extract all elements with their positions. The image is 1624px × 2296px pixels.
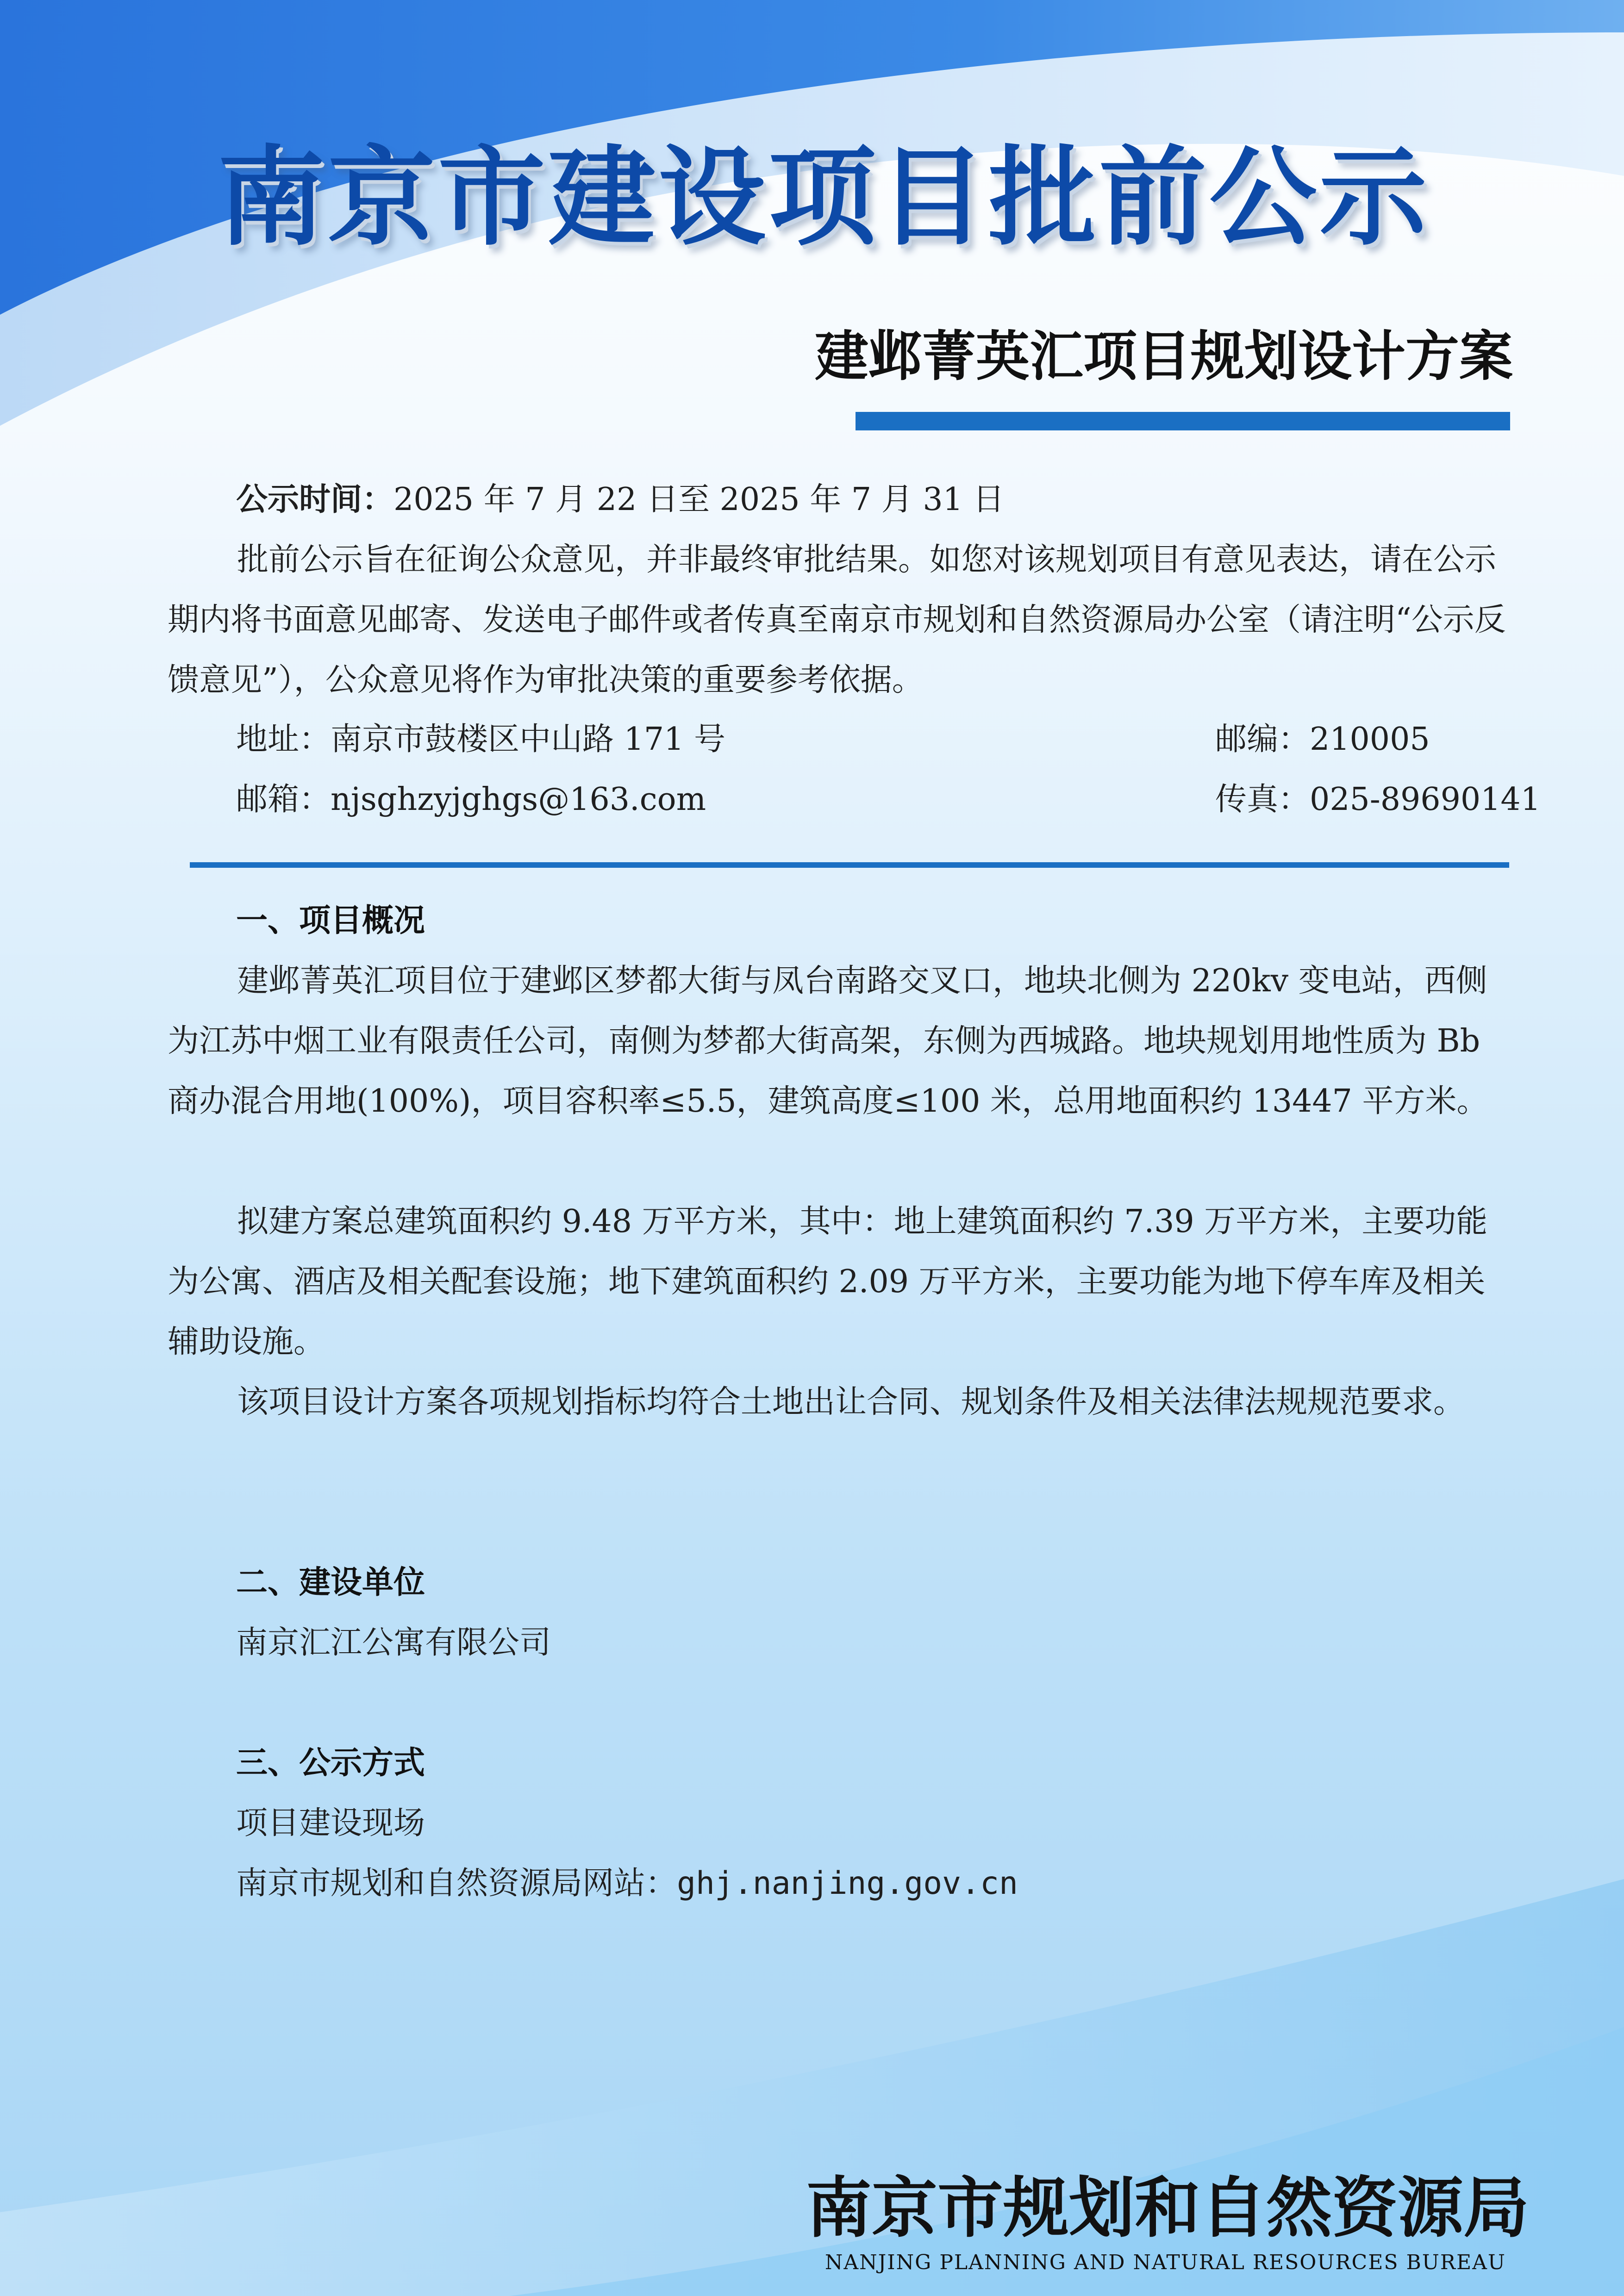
notice-period bbox=[236, 470, 1004, 530]
overview-paragraph-2: 拟建方案总建筑面积约 9.48 万平方米，其中：地上建筑面积约 7.39 万平方米，主要功能为公寓、酒店及相关配套设施；地下建筑面积约 2.09 万平方米，主要功能为地下停车库及相关辅助设施。 bbox=[168, 1203, 1488, 1360]
project-subtitle: 建邺菁英汇项目规划设计方案 bbox=[815, 325, 1513, 388]
notice-period-value: 2025 年 7 月 22 日至 2025 年 7 月 31 日 bbox=[394, 481, 1005, 518]
email-label: 邮箱： bbox=[236, 781, 331, 818]
address-value: 南京市鼓楼区中山路 171 号 bbox=[331, 721, 726, 758]
email-value[interactable]: njsghzyjghgs@163.com bbox=[331, 781, 706, 818]
method-heading: 三、公示方式 bbox=[236, 1745, 425, 1781]
bureau-name: 南京市规划和自然资源局 bbox=[806, 2170, 1529, 2246]
postcode-label: 邮编： bbox=[1215, 721, 1310, 758]
overview-paragraph-1: 建邺菁英汇项目位于建邺区梦都大街与凤台南路交叉口，地块北侧为 220kv 变电站，西侧为江苏中烟工业有限责任公司，南侧为梦都大街高架，东侧为西城路。地块规划用地性质为 Bb 商办混合用地(100%)，项目容积率≤5.5，建筑高度≤100 米，总用地面积约 13447 平方米。 bbox=[168, 963, 1488, 1120]
builder-heading: 二、建设单位 bbox=[236, 1564, 425, 1601]
fax-value: 025-89690141 bbox=[1310, 781, 1541, 818]
bureau-name-en: NANJING PLANNING AND NATURAL RESOURCES BUREAU bbox=[824, 2251, 1506, 2274]
address-row bbox=[236, 709, 725, 770]
overview-paragraph-3: 该项目设计方案各项规划指标均符合土地出让合同、规划条件及相关法律法规规范要求。 bbox=[237, 1384, 1465, 1420]
email-row bbox=[236, 770, 706, 830]
method-item-website bbox=[236, 1854, 1018, 1914]
postcode-value: 210005 bbox=[1310, 721, 1430, 758]
address-label: 地址： bbox=[236, 721, 331, 758]
postcode-row bbox=[1215, 709, 1430, 770]
notice-intro: 批前公示旨在征询公众意见，并非最终审批结果。如您对该规划项目有意见表达，请在公示期内将书面意见邮寄、发送电子邮件或者传真至南京市规划和自然资源局办公室（请注明“公示反馈意见”），公众意见将作为审批决策的重要参考依据。 bbox=[168, 541, 1506, 698]
subtitle-underline bbox=[856, 412, 1510, 430]
overview-heading: 一、项目概况 bbox=[236, 902, 425, 939]
notice-period-label: 公示时间： bbox=[236, 481, 394, 518]
website-link[interactable]: ghj.nanjing.gov.cn bbox=[677, 1865, 1018, 1902]
fax-row bbox=[1215, 770, 1541, 830]
fax-label: 传真： bbox=[1215, 781, 1310, 818]
website-label: 南京市规划和自然资源局网站： bbox=[236, 1865, 677, 1902]
page-title: 南京市建设项目批前公示 bbox=[218, 134, 1430, 260]
section-divider bbox=[190, 862, 1509, 868]
method-item-site: 项目建设现场 bbox=[236, 1805, 425, 1842]
builder-name: 南京汇江公寓有限公司 bbox=[236, 1624, 551, 1661]
